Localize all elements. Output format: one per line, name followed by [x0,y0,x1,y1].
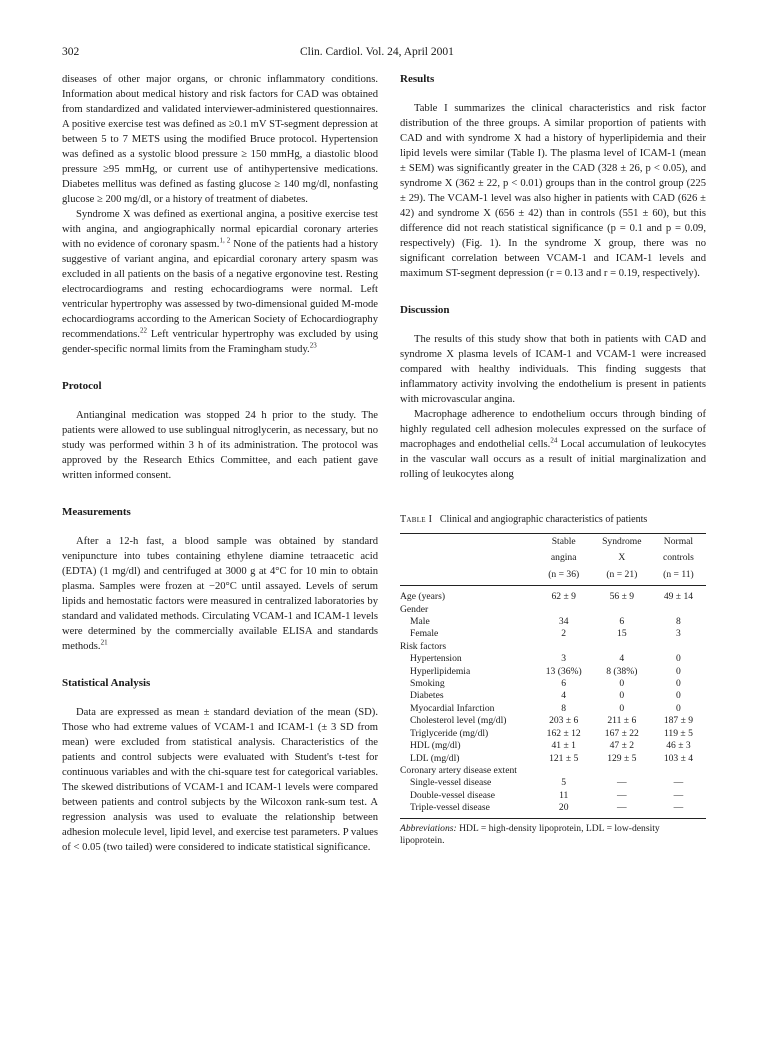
table-row [400,790,706,802]
table-cell: — [617,789,627,801]
characteristics-table [400,533,706,819]
table-cell: 3 [676,628,681,640]
table-cell: 119 ± 5 [663,727,693,739]
table-cell: 162 ± 12 [546,727,581,739]
table-cell: — [673,777,684,789]
table-cell [651,641,706,653]
table-cell [651,765,706,777]
table-cell: 129 ± 5 [607,752,637,764]
table-row [400,753,706,765]
row-label: Smoking [410,678,445,690]
reference: 24 [550,436,558,445]
table-row [400,653,706,665]
row-label: Male [410,616,430,628]
table-cell: 5 [561,777,567,789]
table-row [400,616,706,628]
table-cell [535,604,593,616]
table-cell: 0 [676,678,681,690]
table-cell: 34 [558,616,569,628]
table-row [400,802,706,818]
table-row [400,586,706,604]
table-row [400,777,706,789]
table-cell: — [673,789,684,801]
table-cell: 8 [561,702,567,714]
row-label: LDL (mg/dl) [410,752,460,764]
column-header: angina [550,552,577,564]
section-heading-discussion: Discussion [400,304,450,316]
column-header: (n = 21) [593,567,651,586]
table-row [400,641,706,653]
table-cell: 20 [535,802,593,818]
table-row [400,765,706,777]
row-label: Hyperlipidemia [410,665,471,677]
paragraph: Antianginal medication was stopped 24 h prior to the study. The patients were allowed to use sublingual nitroglycerin, as necessary, but no study was performed within 3 h of its administration. The protocol was approved by the Research Ethics Committee, and each patient gave written informed consent. [62,410,378,481]
table-row [400,678,706,690]
table-row [400,703,706,715]
row-label: Triglyceride (mg/dl) [410,727,489,739]
table-cell: 49 ± 14 [663,591,694,603]
paragraph: The results of this study show that both in patients with CAD and syndrome X plasma levels of ICAM-1 and VCAM-1 were increased compared with healthy individuals. This finding suggests that inflammatory activity involving the endothelium is present in patients with microvascular angina. [400,334,706,405]
paragraph: Data are expressed as mean ± standard deviation of the mean (SD). Those who had extreme values of VCAM-1 and ICAM-1 (± 3 SD from mean) were excluded from statistical analysis. Characteristics of the patients and control subjects were evaluated with Student's t-test for continuous variables and with the chi-square test for categorical variables. The skewed distributions of VCAM-1 and ICAM-1 levels were compared between patients and control subjects by the Wilcoxon rank-sum test. A regression analysis was used to evaluate the relationship between adhesion molecule level, lipid level, and exercise test parameters. P values of < 0.05 (two tailed) were considered to indicate statistical significance. [62,707,378,853]
table-label: Table I [400,514,433,525]
table-cell: 56 ± 9 [609,591,635,603]
table-cell: — [593,802,651,818]
section-heading-protocol: Protocol [62,380,102,392]
table-cell: 6 [561,678,567,690]
row-label: Risk factors [400,640,447,652]
table-cell: 13 (36%) [545,665,582,677]
table-cell: 62 ± 9 [551,591,576,603]
row-label: Double-vessel disease [410,789,495,801]
row-label: Hypertension [410,653,462,665]
table-cell: 8 (38%) [606,665,638,677]
table-caption [400,512,706,527]
table-cell: 187 ± 9 [663,715,694,727]
table-cell: 121 ± 5 [549,752,579,764]
section-heading-statistics: Statistical Analysis [62,677,151,689]
table-cell: — [617,777,627,789]
table-cell: 6 [619,616,625,628]
column-header: Normal [663,536,694,547]
table-cell: 47 ± 2 [609,740,635,752]
row-label: Myocardial Infarction [410,702,495,714]
table-cell [651,604,706,616]
table-cell: 8 [676,616,681,628]
table-cell: 4 [619,653,625,665]
table-cell: 41 ± 1 [551,740,576,752]
paragraph: Macrophage adherence to endothelium occurs through binding of highly regulated cell adhesion molecules expressed on the surface of macrophages and endothelial cells.$^{24}$ Local accumulation of leukocytes in the vascular wall occurs as a result of initial marginalization and rolling of leukocytes along [400,409,706,480]
column-header: (n = 11) [651,567,706,586]
running-header: Clin. Cardiol. Vol. 24, April 2001 [300,46,454,58]
table-footnote: Abbreviations: HDL = high-density lipoprotein, LDL = low-density lipoprotein. [400,822,660,846]
table-row [400,628,706,640]
table-row [400,690,706,702]
table-cell: 0 [676,665,681,677]
paragraph: Table I summarizes the clinical characteristics and risk factor distribution of the three groups. A similar proportion of patients with CAD and with syndrome X had a history of hyperlipidemia and their lipid levels were similar (Table I). The plasma level of ICAM-1 (mean ± SEM) was significantly greater in the CAD (328 ± 26, p < 0.05), and syndrome X (362 ± 22, p < 0.01) groups than in the control group (225 ± 29). The VCAM-1 level was also higher in patients with CAD (626 ± 42) and syndrome X (656 ± 42) than in controls (551 ± 60), but this difference did not reach statistical significance (p = 0.1 and p = 0.09, respectively) (Fig. 1). In the syndrome X group, there was no significant correlation between VCAM-1 and ICAM-1 levels and maximum ST-segment depression (r = 0.13 and r = 0.19, respectively). [400,103,706,279]
table-cell: 11 [559,789,569,801]
row-label: Diabetes [410,690,444,702]
table-cell: 0 [676,702,681,714]
column-header: (n = 36) [535,567,593,586]
table-cell: 3 [561,653,567,665]
row-label: Single-vessel disease [410,777,492,789]
table-cell: 0 [676,653,681,665]
row-label: Cholesterol level (mg/dl) [410,715,507,727]
section-heading-results: Results [400,73,435,85]
table-cell: 0 [619,678,625,690]
row-label: Age (years) [400,591,446,603]
table-cell [535,641,593,653]
row-label: Gender [400,603,429,615]
table-cell: 0 [619,690,625,702]
table-cell: 0 [676,690,681,702]
page-number: 302 [62,46,80,58]
reference: 22 [139,326,147,335]
reference: 1, 2 [219,236,231,245]
table-cell: — [651,802,706,818]
table-cell [535,765,593,777]
table-cell: 211 ± 6 [607,715,637,727]
column-header: Syndrome [602,536,642,547]
table-cell [593,641,651,653]
row-label: Coronary artery disease extent [400,764,517,776]
right-column [400,72,706,847]
table-row [400,728,706,740]
reference: 21 [100,638,108,647]
table-cell [593,765,651,777]
table-row [400,715,706,727]
column-header: controls [662,552,694,564]
column-header: Stable [551,536,576,547]
column-header: X [618,552,626,564]
table-cell: 15 [617,628,627,640]
reference: 23 [309,341,317,350]
table-cell: 203 ± 6 [549,715,579,727]
table-row [400,666,706,678]
table-row [400,604,706,616]
paragraph: Syndrome X was defined as exertional angina, a positive exercise test with angina, and angiographically normal epicardial coronary arteries with no evidence of coronary spasm.$^{1, 2}$ None of the patients had a history suggestive of variant angina, and epicardial coronary artery spasm was excluded in all patients on the basis of a negative ergonovine test. Resting electrocardiograms and resting echocardiograms were normal. Left ventricular hypertrophy was assessed by two-dimensional guided M-mode echocardiograms according to the American Society of Echocardiography recommendations.$^{22}$ Left ventricular hypertrophy was excluded by using gender-specific normal limits from the Framingham study.$^{23}$ [62,209,378,355]
table-cell: 4 [561,690,567,702]
table-cell: 2 [561,628,567,640]
section-heading-measurements: Measurements [62,506,131,518]
table-cell: 46 ± 3 [666,740,691,752]
left-column [62,72,378,855]
table-cell: 0 [619,702,625,714]
table-cell [593,604,651,616]
paragraph: After a 12-h fast, a blood sample was obtained by standard venipuncture into tubes containing ethylene diamine tetraacetic acid (EDTA) (1 mg/dl) and centrifuged at 3000 g at 4°C for 10 min to obtain plasma. Samples were frozen at −20°C until assayed. Levels of serum lipids and hemostatic factors were measured in centralized laboratories by standard and validated methods. Circulating VCAM-1 and ICAM-1 levels were determined by the commercially available ELISA and standards methods.$^{21}$ [62,536,378,652]
row-label: HDL (mg/dl) [410,740,461,752]
paragraph: diseases of other major organs, or chronic inflammatory conditions. Information about medical history and risk factors for CAD was obtained from standardized and validated interviewer-administered questionnaires. A positive exercise test was defined as ≥0.1 mV ST-segment depression at between 5 to 7 METS using the modified Bruce protocol. Hypertension was defined as a systolic blood pressure ≥ 150 mmHg, a diastolic blood pressure ≥95 mmHg, or current use of antihypertensive medications. Diabetes mellitus was defined as fasting glucose ≥ 140 mg/dl, nonfasting glucose ≥ 200 mg/dl, or a history of treatment of diabetes. [62,74,378,205]
row-label: Triple-vessel disease [400,802,535,818]
table-cell: 103 ± 4 [663,752,694,764]
table-row [400,740,706,752]
table-title: Clinical and angiographic characteristics of patients [439,514,648,525]
row-label: Female [410,628,439,640]
table-cell: 167 ± 22 [604,727,639,739]
